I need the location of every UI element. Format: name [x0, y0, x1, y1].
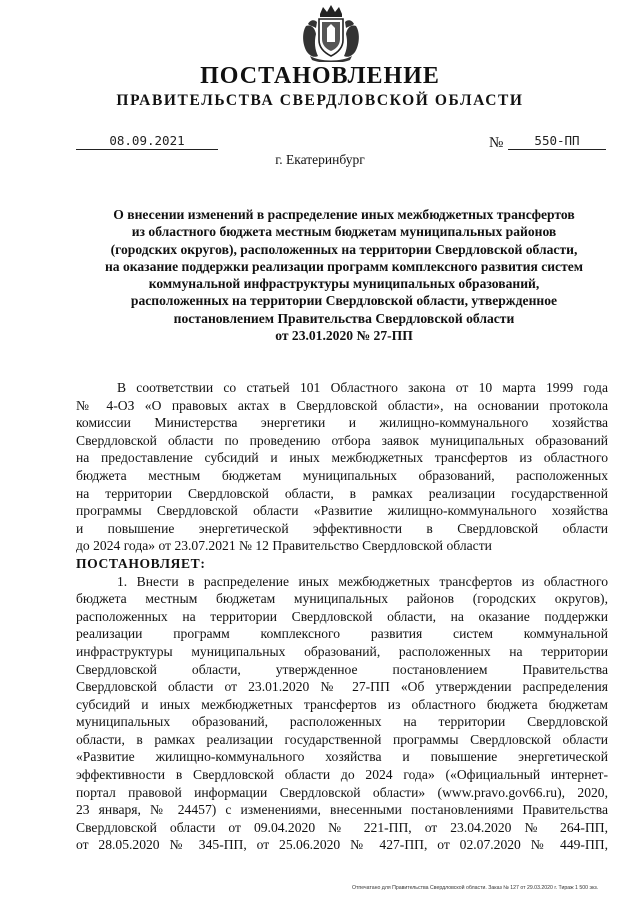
document-date: 08.09.2021 [76, 133, 218, 150]
item-line: реализации программ комплексного развития систем коммунальной [76, 626, 608, 642]
item-line: от 28.05.2020 № 345-ПП, от 25.06.2020 № 427-ПП, от 02.07.2020 № 449-ПП, [76, 837, 608, 853]
item-line: расположенных на территории Свердловской области, на оказание поддержки [76, 608, 608, 624]
subject-line: расположенных на территории Свердловской области, утвержденное [130, 293, 558, 309]
subject-line: (городских округов), расположенных на территории Свердловской области, [110, 241, 578, 257]
item-line: «Развитие жилищно-коммунального хозяйства и повышение энергетической [76, 749, 608, 765]
item-line: субсидий и иных межбюджетных трансфертов из областного бюджета бюджетам [76, 696, 608, 712]
subject-line: коммунальной инфраструктуры муниципальных образований, [148, 276, 540, 292]
document-city: г. Екатеринбург [275, 152, 365, 167]
item-line: муниципальных образований, расположенных на территории Свердловской [76, 714, 608, 730]
subject-line: от 23.01.2020 № 27-ПП [275, 328, 413, 344]
item-line: эффективности в Свердловской области до 2024 года» («Официальный интернет- [76, 767, 608, 783]
item-line: инфраструктуры муниципальных образований, расположенных на территории [76, 643, 608, 659]
preamble-line: В соответствии со статьей 101 Областного закона от 10 марта 1999 года [117, 380, 608, 395]
number-sign: № [489, 135, 504, 151]
print-note: Отпечатано для Правительства Свердловской области. Заказ № 127 от 29.03.2020 г. Тираж 1 500 экз. [352, 885, 599, 891]
preamble-line: на территории Свердловской области, в рамках реализации государственной [76, 485, 608, 501]
document-body [76, 379, 608, 854]
preamble-line: до 2024 года» от 23.07.2021 № 12 Правительство Свердловской области [76, 538, 492, 554]
item-line: портал правовой информации Свердловской области» (www.pravo.gov66.ru), 2020, [76, 784, 608, 800]
subject-line: О внесении изменений в распределение иных межбюджетных трансфертов [113, 207, 575, 222]
subject-line: на оказание поддержки реализации программ комплексного развития систем [104, 258, 584, 274]
item-line: 23 января, № 24457) с изменениями, внесенными постановлениями Правительства [76, 802, 608, 818]
resolve-heading: ПОСТАНОВЛЯЕТ: [76, 555, 206, 571]
document-title: ПОСТАНОВЛЕНИЕ [200, 63, 440, 89]
document-subtitle: ПРАВИТЕЛЬСТВА СВЕРДЛОВСКОЙ ОБЛАСТИ [116, 92, 524, 109]
subject-line: из областного бюджета местным бюджетам муниципальных районов [131, 224, 557, 240]
document-number: 550-ПП [508, 133, 606, 150]
preamble-line: на предоставление субсидий и иных межбюджетных трансфертов из областного [76, 450, 608, 466]
document-subject [74, 206, 614, 344]
item-line: 1. Внести в распределение иных межбюджетных трансфертов из областного [117, 573, 608, 589]
item-line: Свердловской области от 23.01.2020 № 27-ПП «Об утверждении распределения [76, 679, 608, 695]
coat-of-arms-icon [298, 4, 364, 62]
preamble-line: комиссии Министерства энергетики и жилищно-коммунального хозяйства [76, 415, 608, 431]
preamble-line: программы Свердловской области «Развитие жилищно-коммунального хозяйства [76, 503, 608, 519]
item-line: Свердловской области, утвержденное постановлением Правительства [76, 661, 608, 677]
subject-line: постановлением Правительства Свердловской области [173, 310, 515, 326]
preamble-line: № 4-ОЗ «О правовых актах в Свердловской области», на основании протокола [76, 397, 608, 413]
preamble-line: и повышение энергетической эффективности в Свердловской области [76, 520, 608, 536]
preamble-line: бюджета местным бюджетам муниципальных образований, расположенных [76, 467, 608, 483]
item-line: Свердловской области от 09.04.2020 № 221-ПП, от 23.04.2020 № 264-ПП, [76, 819, 608, 835]
item-line: бюджета местным бюджетам муниципальных районов (городских округов), [76, 591, 608, 607]
preamble-line: Свердловской области по проведению отбора заявок муниципальных образований [76, 432, 608, 448]
item-line: области, в рамках реализации государственной программы Свердловской области [76, 731, 608, 747]
